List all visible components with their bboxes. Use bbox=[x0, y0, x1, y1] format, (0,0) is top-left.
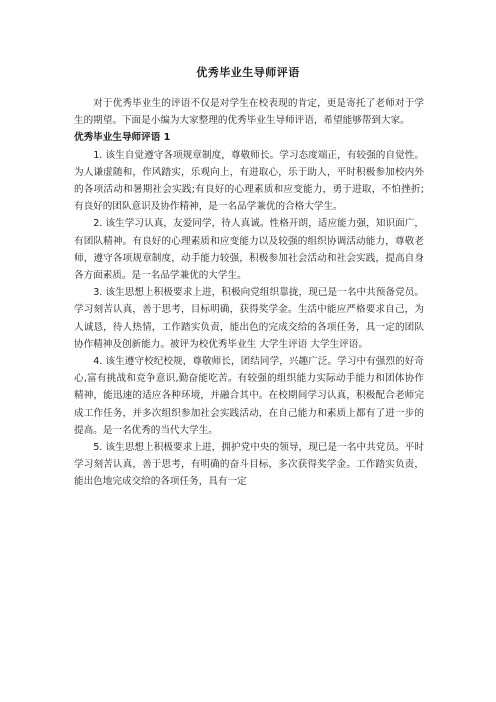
intro-paragraph: 对于优秀毕业生的评语不仅是对学生在校表现的肯定，更是寄托了老师对于学生的期望。下面是小编为大家整理的优秀毕业生导师评语，希望能够帮到大家。 bbox=[74, 98, 424, 127]
section-heading: 优秀毕业生导师评语 1 bbox=[74, 132, 171, 144]
document-title: 优秀毕业生导师评语 bbox=[196, 66, 300, 79]
comment-paragraph-1: 1. 该生自觉遵守各项规章制度，尊敬师长。学习态度端正，有较强的自觉性。为人谦虚随和，作风踏实，乐观向上，有进取心，乐于助人，平时积极参加校内外的各项活动和暑期社会实践;有良好的心理素质和应变能力，勇于进取，不怕挫折;有良好的团队意识及协作精神，是一名品学兼优的合格大学生。 bbox=[74, 149, 424, 213]
comment-paragraph-5: 5. 该生思想上积极要求上进，拥护党中央的领导，现已是一名中共党员。平时学习刻苦认真，善于思考，有明确的奋斗目标，多次获得奖学金。工作踏实负责，能出色地完成交给的各项任务，具有一定 bbox=[74, 442, 424, 488]
comment-paragraph-2: 2. 该生学习认真，友爱同学，待人真诚。性格开朗，适应能力强，知识面广，有团队精神。有良好的心理素质和应变能力以及较强的组织协调活动能力，尊敬老师，遵守各项规章制度，动手能力较强，积极参加社会活动和社会实践，提高自身各方面素质。是一名品学兼优的大学生。 bbox=[74, 218, 424, 282]
comment-paragraph-4: 4. 该生遵守校纪校规，尊敬师长，团结同学，兴趣广泛。学习中有强烈的好奇心,富有挑战和竞争意识,勤奋能吃苦。有较强的组织能力实际动手能力和团体协作精神，能迅速的适应各种环境，并融合其中。在校期间学习认真，积极配合老师完成工作任务，并多次组织参加社会实践活动，在自己能力和素质上都有了进一步的提高。是一名优秀的当代大学生。 bbox=[74, 356, 424, 436]
comment-paragraph-3: 3. 该生思想上积极要求上进，积极向党组织靠拢，现已是一名中共预备党员。学习刻苦认真，善于思考，目标明确，获得奖学金。生活中能应严格要求自己，为人诚恳，待人热情，工作踏实负责，能出色的完成交给的各项任务，具一定的团队协作精神及创新能力。被评为校优秀毕业生 大学生评语 大学生评语。 bbox=[74, 287, 424, 350]
document-body bbox=[74, 95, 424, 491]
